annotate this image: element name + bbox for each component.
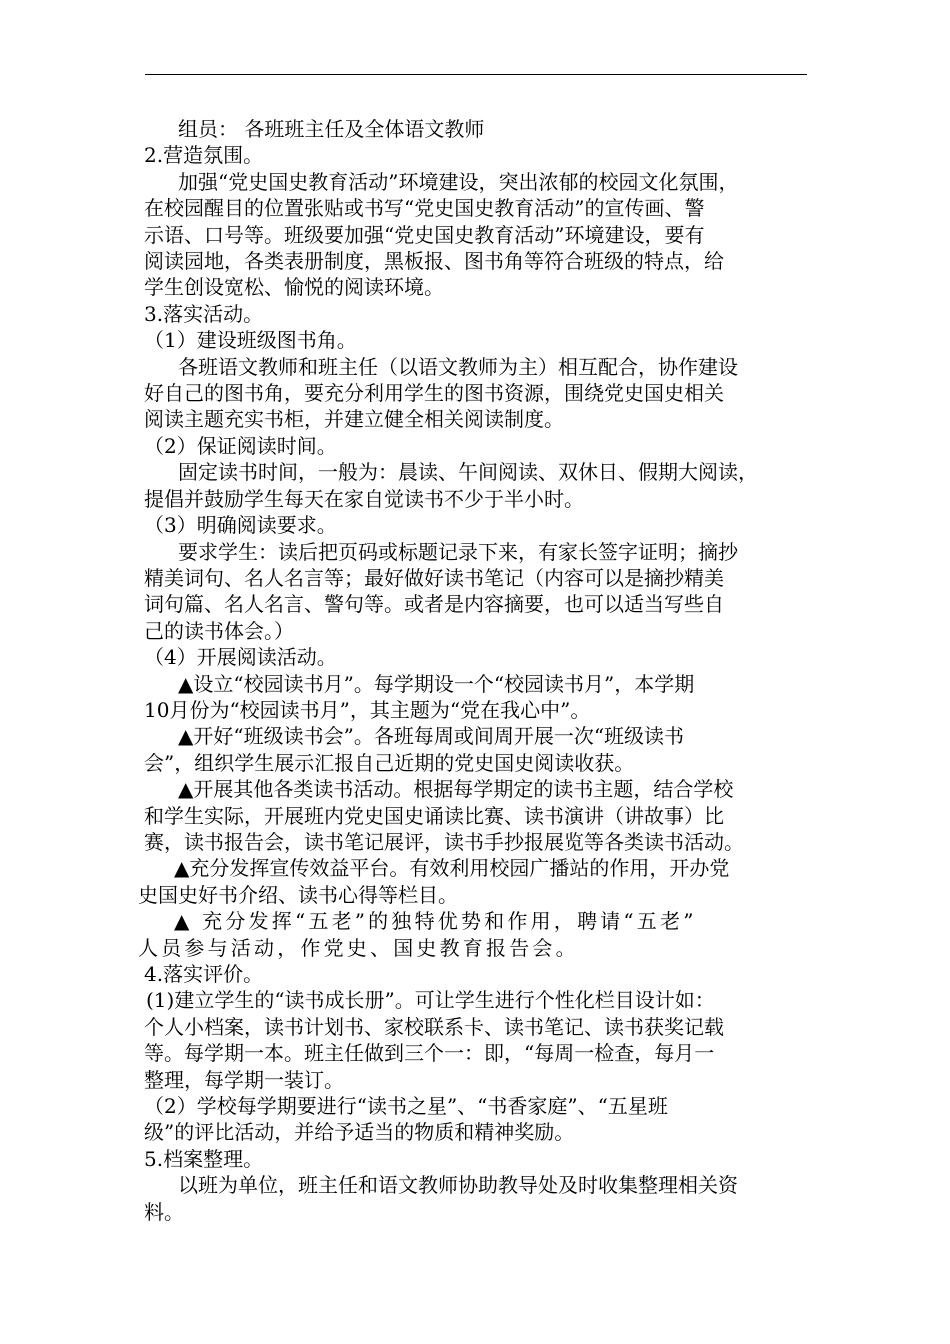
paragraph-line: 等。每学期一本。班主任做到三个一：即，“每周一检查，每月一 bbox=[144, 1041, 715, 1066]
document-body bbox=[138, 116, 818, 1225]
paragraph-line: 提倡并鼓励学生每天在家自觉读书不少于半小时。 bbox=[144, 486, 584, 511]
paragraph-line: 料。 bbox=[144, 1199, 184, 1224]
paragraph-line: 精美词句、名人名言等；最好做好读书笔记（内容可以是摘抄精美 bbox=[144, 565, 724, 590]
subsection-heading-2: （2）保证阅读时间。 bbox=[144, 433, 337, 458]
paragraph-line: 加强“党史国史教育活动”环境建设，突出浓郁的校园文化氛围， bbox=[178, 169, 739, 194]
bullet-line: ▲充分发挥宣传效益平台。有效利用校园广播站的作用，开办党 bbox=[174, 856, 730, 881]
bullet-line: ▲ 充分发挥“五老”的独特优势和作用，聘请“五老” bbox=[174, 909, 697, 934]
paragraph-line: 整理，每学期一装订。 bbox=[144, 1067, 344, 1092]
section-heading-4: 4.落实评价。 bbox=[144, 962, 264, 986]
paragraph-line: 史国史好书介绍、读书心得等栏目。 bbox=[138, 882, 458, 907]
paragraph-line: 要求学生：读后把页码或标题记录下来，有家长签字证明；摘抄 bbox=[178, 539, 738, 564]
subsection-heading-3: （3）明确阅读要求。 bbox=[144, 513, 337, 538]
paragraph-line: （2）学校每学期要进行“读书之星”、“书香家庭”、“五星班 bbox=[144, 1094, 668, 1119]
paragraph-line: 在校园醒目的位置张贴或书写“党史国史教育活动”的宣传画、警 bbox=[144, 196, 705, 221]
paragraph-line: 己的读书体会。） bbox=[144, 618, 294, 643]
bullet-line: ▲设立“校园读书月”。每学期设一个“校园读书月”，本学期 bbox=[178, 671, 695, 696]
section-heading-5: 5.档案整理。 bbox=[144, 1146, 264, 1171]
bullet-line: ▲开好“班级读书会”。各班每周或间周开展一次“班级读书 bbox=[178, 724, 685, 749]
subsection-heading-1: （1）建设班级图书角。 bbox=[144, 328, 357, 353]
paragraph-line: 和学生实际，开展班内党史国史诵读比赛、读书演讲（讲故事）比 bbox=[144, 803, 724, 828]
paragraph-line: 人员参与活动，作党史、国史教育报告会。 bbox=[138, 935, 579, 960]
paragraph-line: 级”的评比活动，并给予适当的物质和精神奖励。 bbox=[144, 1120, 575, 1145]
paragraph-line: 个人小档案，读书计划书、家校联系卡、读书笔记、读书获奖记载 bbox=[144, 1014, 724, 1039]
paragraph-line: 好自己的图书角，要充分利用学生的图书资源，围绕党史国史相关 bbox=[144, 381, 724, 406]
paragraph-line: 阅读主题充实书柜，并建立健全相关阅读制度。 bbox=[144, 407, 564, 432]
paragraph-line: 示语、口号等。班级要加强“党史国史教育活动”环境建设，要有 bbox=[144, 222, 705, 247]
paragraph-line: 词句篇、名人名言、警句等。或者是内容摘要，也可以适当写些自 bbox=[144, 592, 724, 617]
header-rule bbox=[145, 74, 807, 75]
paragraph-line: 赛，读书报告会，读书笔记展评，读书手抄报展览等各类读书活动。 bbox=[144, 829, 744, 854]
section-heading-3: 3.落实活动。 bbox=[144, 301, 264, 326]
paragraph-line: (1)建立学生的“读书成长册”。可让学生进行个性化栏目设计如： bbox=[146, 988, 715, 1013]
subsection-heading-4: （4）开展阅读活动。 bbox=[144, 645, 337, 670]
paragraph-line: 固定读书时间，一般为：晨读、午间阅读、双休日、假期大阅读， bbox=[178, 460, 758, 485]
paragraph-line: 各班语文教师和班主任（以语文教师为主）相互配合，协作建设 bbox=[178, 354, 738, 379]
paragraph-line: 阅读园地，各类表册制度，黑板报、图书角等符合班级的特点，给 bbox=[144, 249, 724, 274]
paragraph-line: 会”，组织学生展示汇报自己近期的党史国史阅读收获。 bbox=[144, 750, 635, 775]
paragraph-line: 以班为单位，班主任和语文教师协助教导处及时收集整理相关资 bbox=[178, 1173, 738, 1198]
paragraph-line: 学生创设宽松、愉悦的阅读环境。 bbox=[144, 275, 444, 300]
members-line: 组员： 各班班主任及全体语文教师 bbox=[178, 117, 485, 141]
paragraph-line: 10月份为“校园读书月”，其主题为“党在我心中”。 bbox=[144, 697, 591, 722]
bullet-line: ▲开展其他各类读书活动。根据每学期定的读书主题，结合学校 bbox=[178, 777, 734, 802]
section-heading-2: 2.营造氛围。 bbox=[144, 143, 264, 168]
